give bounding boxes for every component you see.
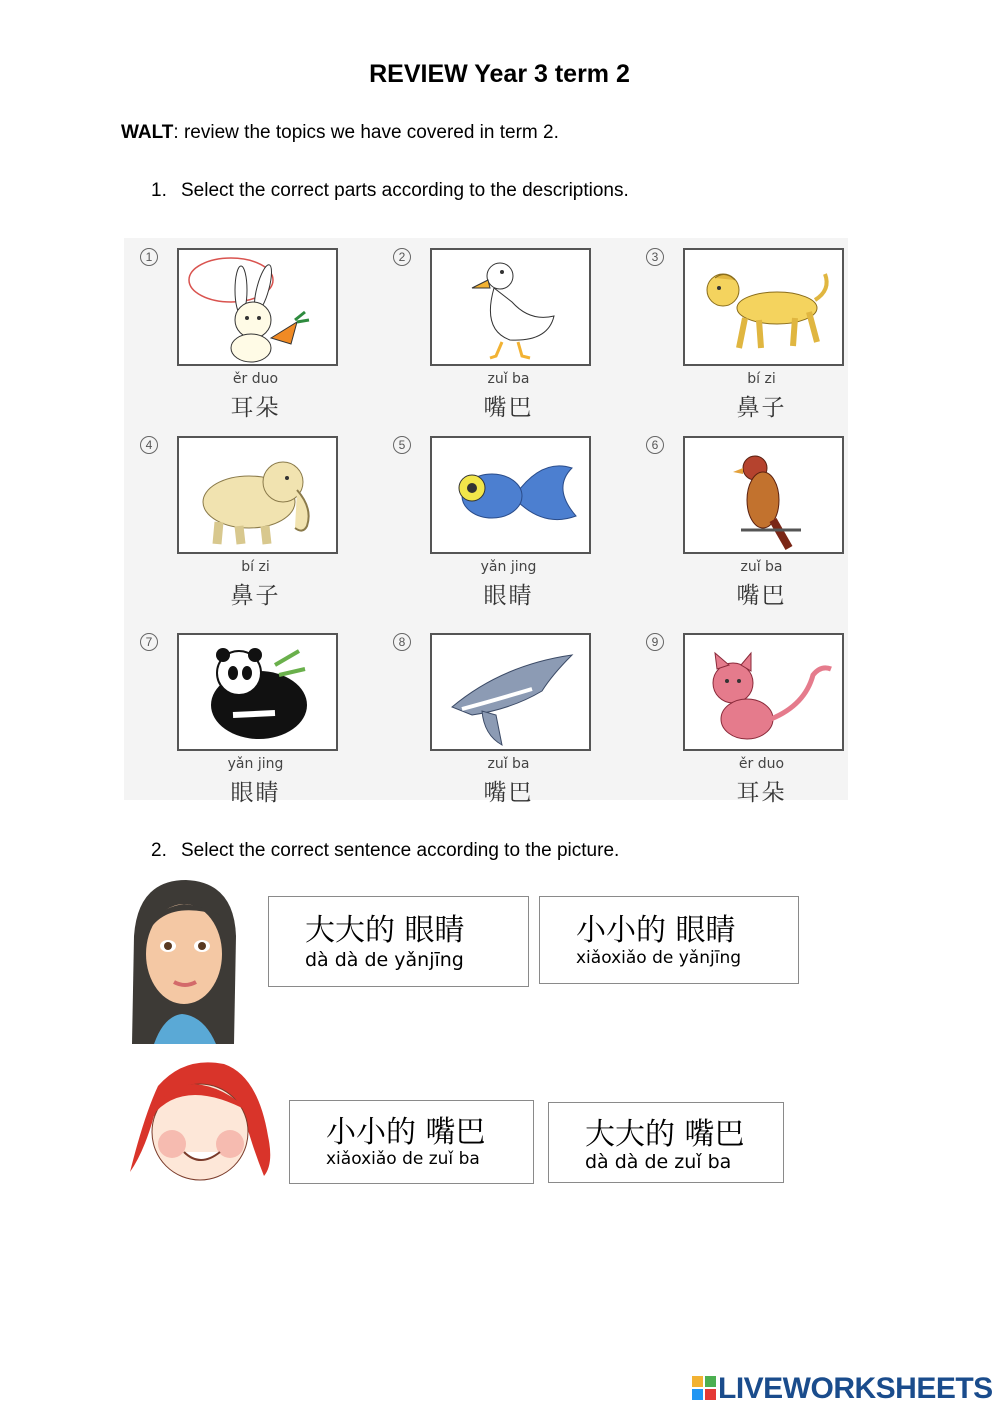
option-small-eyes[interactable]	[539, 896, 799, 984]
cell-hanzi: 耳朵	[736, 780, 787, 806]
girl-face-icon	[124, 876, 242, 1044]
cell-hanzi: 鼻子	[736, 395, 787, 421]
duck-picture	[430, 248, 591, 366]
cell-hanzi: 鼻子	[230, 583, 281, 609]
walt-label: WALT	[121, 122, 174, 143]
animal-cell-dog[interactable]	[630, 238, 880, 428]
cell-pinyin: ěr duo	[738, 756, 785, 772]
animal-cell-cat[interactable]	[630, 623, 880, 813]
animal-cell-panda[interactable]	[124, 623, 374, 813]
duck-icon	[432, 250, 589, 364]
cell-number: 4	[140, 436, 158, 454]
girl-face-picture	[124, 876, 242, 1044]
bird-picture	[683, 436, 844, 554]
cell-pinyin: zuǐ ba	[487, 756, 530, 772]
animal-cell-goldfish[interactable]	[377, 426, 627, 616]
cell-number: 5	[393, 436, 411, 454]
dog-icon	[685, 250, 842, 364]
cell-pinyin: yǎn jing	[227, 756, 284, 772]
cell-number: 3	[646, 248, 664, 266]
rabbit-icon	[179, 250, 336, 364]
animal-cell-bird[interactable]	[630, 426, 880, 616]
animal-grid	[124, 238, 848, 806]
cell-number: 7	[140, 633, 158, 651]
bird-icon	[685, 438, 842, 552]
cell-pinyin: bí zi	[241, 559, 270, 575]
dog-picture	[683, 248, 844, 366]
question-1	[151, 180, 629, 202]
question-2-text: Select the correct sentence according to the picture.	[181, 840, 620, 861]
goldfish-picture	[430, 436, 591, 554]
option-pinyin: xiǎoxiǎo de zuǐ ba	[326, 1149, 480, 1169]
question-1-number: 1.	[151, 180, 167, 201]
option-pinyin: dà dà de zuǐ ba	[585, 1151, 732, 1173]
panda-picture	[177, 633, 338, 751]
animal-cell-duck[interactable]	[377, 238, 627, 428]
cell-hanzi: 嘴巴	[736, 583, 787, 609]
animal-cell-shark[interactable]	[377, 623, 627, 813]
walt-text: : review the topics we have covered in term 2.	[173, 122, 559, 143]
option-big-eyes[interactable]	[268, 896, 529, 987]
cell-number: 2	[393, 248, 411, 266]
option-big-mouth[interactable]	[548, 1102, 784, 1183]
cell-number: 1	[140, 248, 158, 266]
liveworksheets-logo-icon	[692, 1376, 716, 1400]
cell-number: 8	[393, 633, 411, 651]
liveworksheets-logo-text[interactable]: LIVEWORKSHEETS	[718, 1372, 993, 1405]
option-pinyin: xiǎoxiǎo de yǎnjīng	[576, 948, 742, 968]
cell-hanzi: 眼睛	[483, 583, 534, 609]
goldfish-icon	[432, 438, 589, 552]
cell-pinyin: zuǐ ba	[740, 559, 783, 575]
cell-pinyin: bí zi	[747, 371, 776, 387]
cell-pinyin: yǎn jing	[480, 559, 537, 575]
option-hanzi: 大大的 嘴巴	[585, 1117, 745, 1152]
cat-picture	[683, 633, 844, 751]
question-2-number: 2.	[151, 840, 167, 861]
option-hanzi: 小小的 眼睛	[576, 913, 736, 948]
cell-hanzi: 嘴巴	[483, 780, 534, 806]
cell-hanzi: 眼睛	[230, 780, 281, 806]
cell-number: 9	[646, 633, 664, 651]
shark-picture	[430, 633, 591, 751]
redhead-face-picture	[124, 1056, 274, 1184]
cell-hanzi: 耳朵	[230, 395, 281, 421]
animal-cell-rabbit[interactable]	[124, 238, 374, 428]
rabbit-picture	[177, 248, 338, 366]
walt-statement	[121, 122, 559, 144]
page-title: REVIEW Year 3 term 2	[369, 60, 630, 88]
cell-hanzi: 嘴巴	[483, 395, 534, 421]
cell-pinyin: ěr duo	[232, 371, 279, 387]
panda-icon	[179, 635, 336, 749]
question-1-text: Select the correct parts according to the descriptions.	[181, 180, 629, 201]
cell-number: 6	[646, 436, 664, 454]
elephant-picture	[177, 436, 338, 554]
option-hanzi: 大大的 眼睛	[305, 913, 465, 948]
elephant-icon	[179, 438, 336, 552]
option-pinyin: dà dà de yǎnjīng	[305, 949, 464, 971]
shark-icon	[432, 635, 589, 749]
question-2	[151, 840, 619, 862]
redhead-face-icon	[124, 1056, 274, 1184]
option-hanzi: 小小的 嘴巴	[326, 1115, 486, 1150]
animal-cell-elephant[interactable]	[124, 426, 374, 616]
cat-icon	[685, 635, 842, 749]
cell-pinyin: zuǐ ba	[487, 371, 530, 387]
option-small-mouth[interactable]	[289, 1100, 534, 1184]
